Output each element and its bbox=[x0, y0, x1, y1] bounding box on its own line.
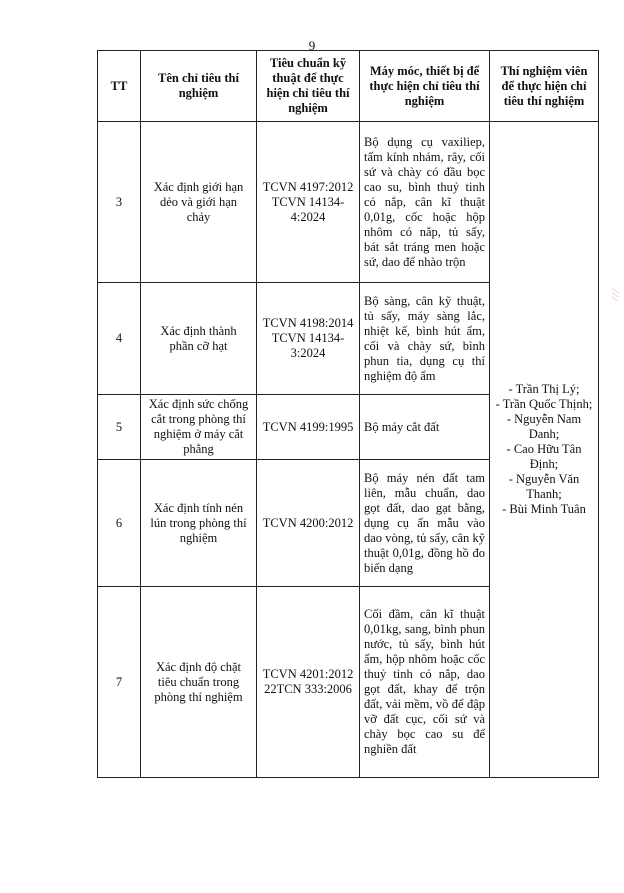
row-tt: 4 bbox=[98, 283, 141, 395]
header-standard: Tiêu chuẩn kỹ thuật để thực hiện chỉ tiêu thí nghiệm bbox=[257, 51, 360, 122]
row-equipment: Bộ sàng, cân kỹ thuật, tủ sấy, máy sàng lắc, nhiệt kế, bình hút ẩm, cối và chày sứ, bình phun tia, dụng cụ thí nghiệm độ ẩm bbox=[360, 283, 490, 395]
row-test-name: Xác định tính nén lún trong phòng thí nghiệm bbox=[141, 460, 257, 587]
row-tt: 6 bbox=[98, 460, 141, 587]
row-equipment: Bộ máy nén đất tam liên, mẫu chuẩn, dao gọt đất, dao gạt bằng, dụng cụ ấn mẫu vào dao vòng, tủ sấy, cân kỹ thuật 0,01g, đồng hồ đo biến dạng bbox=[360, 460, 490, 587]
row-tt: 3 bbox=[98, 122, 141, 283]
header-tt: TT bbox=[98, 51, 141, 122]
row-standard: TCVN 4197:2012 TCVN 14134-4:2024 bbox=[257, 122, 360, 283]
header-staff: Thí nghiệm viên để thực hiện chỉ tiêu thí nghiệm bbox=[490, 51, 599, 122]
header-equipment: Máy móc, thiết bị để thực hiện chỉ tiêu thí nghiệm bbox=[360, 51, 490, 122]
page-number: 9 bbox=[308, 38, 316, 53]
header-name: Tên chỉ tiêu thí nghiệm bbox=[141, 51, 257, 122]
table-row bbox=[98, 122, 599, 283]
table-header-row bbox=[98, 51, 599, 122]
staff-cell bbox=[490, 122, 599, 778]
row-tt: 5 bbox=[98, 395, 141, 460]
staff-member: - Nguyễn Nam Danh; bbox=[506, 412, 582, 441]
margin-stamp-mark: ⁄ ⁄ ∕ bbox=[609, 290, 620, 301]
row-test-name: Xác định giới hạn dẻo và giới hạn chảy bbox=[141, 122, 257, 283]
staff-member: - Bùi Minh Tuân bbox=[502, 502, 586, 516]
row-standard: TCVN 4198:2014 TCVN 14134-3:2024 bbox=[257, 283, 360, 395]
row-standard: TCVN 4201:2012 22TCN 333:2006 bbox=[257, 587, 360, 778]
staff-member: - Trần Quốc Thịnh; bbox=[495, 397, 593, 411]
row-test-name: Xác định thành phần cỡ hạt bbox=[141, 283, 257, 395]
staff-member: - Trần Thị Lý; bbox=[508, 382, 580, 396]
row-test-name: Xác định độ chặt tiêu chuẩn trong phòng thí nghiệm bbox=[141, 587, 257, 778]
test-standards-table bbox=[97, 50, 599, 778]
row-equipment: Cối đầm, cân kĩ thuật 0,01kg, sang, bình phun nước, tủ sấy, bình hút ẩm, hộp nhôm hoặc cốc thuỷ tinh có nắp, dao gọt đất, khay để trộn đất, vải mềm, vồ để đập vỡ đất cục, cối sứ và chày bọc cao su để nghiền đất bbox=[360, 587, 490, 778]
row-tt: 7 bbox=[98, 587, 141, 778]
row-standard: TCVN 4199:1995 bbox=[257, 395, 360, 460]
row-equipment: Bộ máy cắt đất bbox=[360, 395, 490, 460]
row-equipment: Bộ dụng cụ vaxiliep, tấm kính nhám, rây, cối sứ và chày có đầu bọc cao su, bình thuỷ tinh có nắp, cân kĩ thuật 0,01g, cốc hoặc hộp nhôm có nắp, tủ sấy, bát sắt tráng men hoặc sứ, dao để nhào trộn bbox=[360, 122, 490, 283]
row-test-name: Xác định sức chống cắt trong phòng thí nghiệm ở máy cắt phẳng bbox=[141, 395, 257, 460]
row-standard: TCVN 4200:2012 bbox=[257, 460, 360, 587]
staff-member: - Cao Hữu Tân Định; bbox=[506, 442, 582, 471]
staff-member: - Nguyễn Văn Thanh; bbox=[508, 472, 580, 501]
